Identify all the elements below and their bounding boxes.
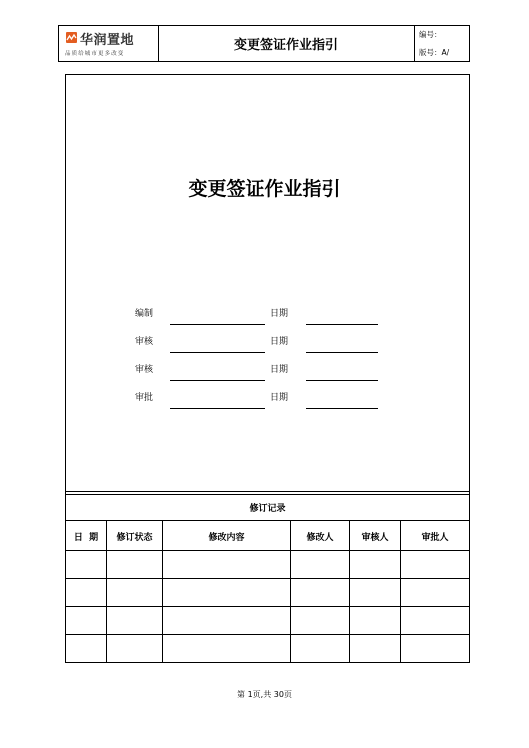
company-logo (59, 26, 159, 61)
table-divider (65, 606, 470, 607)
header-title: 变更签证作业指引 (158, 26, 415, 61)
signature-line (170, 324, 265, 325)
header-meta (415, 26, 470, 61)
table-divider (65, 634, 470, 635)
logo-text: 华润置地 (80, 33, 135, 48)
signature-role-label: 审核 (135, 337, 154, 347)
document-title: 变更签证作业指引 (188, 178, 341, 200)
date-line (306, 380, 378, 381)
column-header-change-content: 修改内容 (208, 532, 245, 543)
document-number-label: 编号： (419, 30, 442, 39)
signature-role-label: 审批 (135, 393, 154, 403)
date-line (306, 408, 378, 409)
logo-mark-icon (66, 32, 77, 43)
column-header-modifier: 修改人 (306, 532, 334, 543)
signature-date-label: 日期 (270, 365, 289, 375)
signature-date-label: 日期 (270, 309, 289, 319)
revision-table-title: 修订记录 (249, 504, 286, 514)
table-divider (65, 578, 470, 579)
column-header-approver: 审批人 (421, 532, 449, 543)
signature-line (170, 352, 265, 353)
cover-frame (65, 74, 470, 663)
date-line (306, 352, 378, 353)
column-header-revision-status: 修订状态 (116, 532, 153, 543)
signature-date-label: 日期 (270, 393, 289, 403)
version-label: 版号：A/ (419, 48, 450, 57)
signature-role-label: 审核 (135, 365, 154, 375)
date-line (306, 324, 378, 325)
signature-role-label: 编制 (135, 309, 154, 319)
document-header (58, 25, 470, 62)
signature-date-label: 日期 (270, 337, 289, 347)
signature-line (170, 408, 265, 409)
table-divider (65, 491, 470, 492)
page-number: 第 1页,共 30页 (237, 690, 292, 699)
table-divider (65, 550, 470, 551)
column-header-date: 日 期 (73, 532, 99, 543)
logo-slogan: 品质给城市更多改变 (65, 51, 125, 57)
signature-line (170, 380, 265, 381)
table-divider (65, 520, 470, 521)
column-header-reviewer: 审核人 (361, 532, 389, 543)
